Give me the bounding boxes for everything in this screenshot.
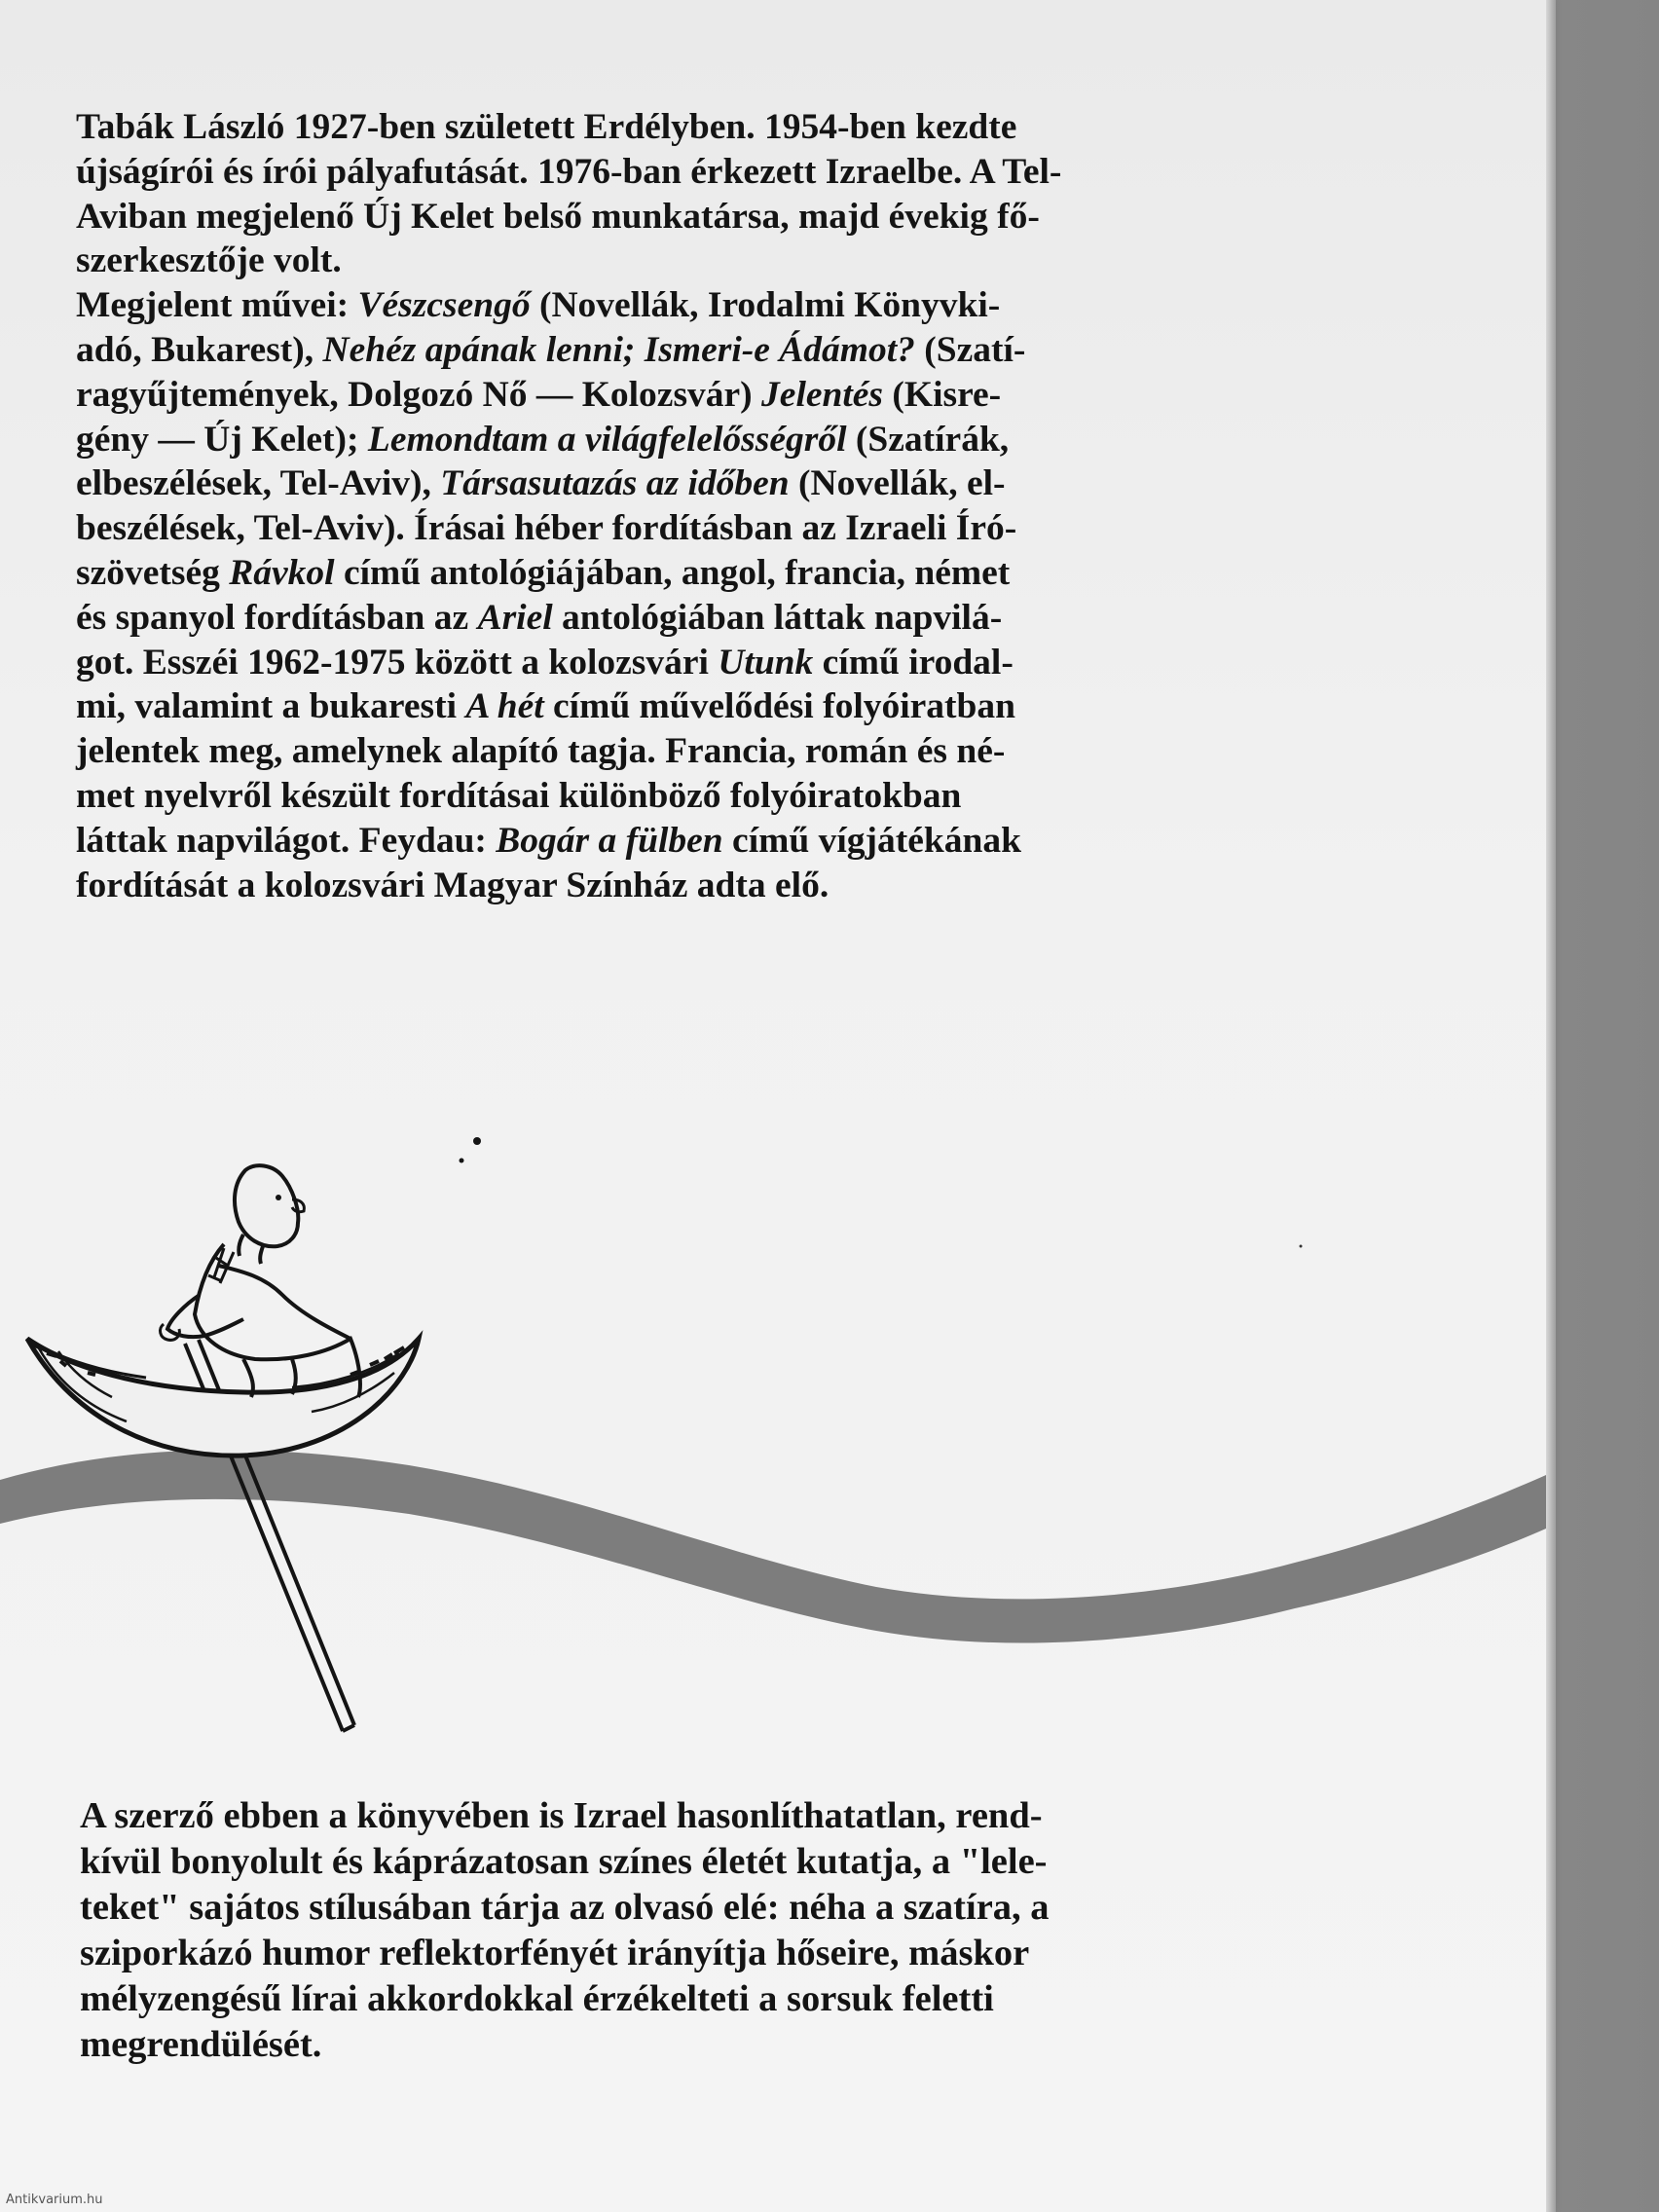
bio-text: mi, valamint a bukaresti bbox=[76, 686, 466, 727]
bio-line bbox=[76, 461, 1061, 506]
bio-text: című irodal- bbox=[813, 642, 1014, 682]
bio-text: láttak napvilágot. Feydau: bbox=[76, 820, 497, 861]
bio-line bbox=[76, 729, 1061, 774]
bio-line bbox=[76, 819, 1061, 864]
bio-text: Megjelent művei: bbox=[76, 285, 358, 326]
bio-text: című antológiájában, angol, francia, német bbox=[334, 552, 1011, 593]
bio-line bbox=[76, 506, 1061, 551]
blurb-line: A szerző ebben a könyvében is Izrael hasonlíthatatlan, rend- bbox=[80, 1795, 1043, 1836]
bio-text: met nyelvről készült fordításai különböző folyóiratokban bbox=[76, 775, 962, 816]
book-title: Jelentés bbox=[761, 374, 884, 415]
book-title: Bogár a fülben bbox=[496, 820, 723, 861]
bio-text: Aviban megjelenő Új Kelet belső munkatársa, majd évekig fő- bbox=[76, 196, 1040, 237]
book-blurb-paragraph bbox=[80, 1793, 1050, 2068]
bio-text: (Szatí- bbox=[914, 329, 1026, 370]
bio-text: szövetség bbox=[76, 552, 230, 593]
bio-line bbox=[76, 195, 1061, 240]
bio-text: gény — Új Kelet); bbox=[76, 419, 368, 460]
bio-text: című művelődési folyóiratban bbox=[543, 686, 1016, 727]
bio-text: újságírói és írói pályafutását. 1976-ban érkezett Izraelbe. A Tel- bbox=[76, 151, 1062, 192]
bio-text: got. Esszéi 1962-1975 között a kolozsvári bbox=[76, 642, 719, 682]
book-title: Rávkol bbox=[229, 552, 335, 593]
bio-text: jelentek meg, amelynek alapító tagja. Francia, román és né- bbox=[76, 731, 1006, 772]
bio-line bbox=[76, 239, 1061, 283]
bio-line bbox=[76, 283, 1061, 328]
bio-line bbox=[76, 596, 1061, 641]
blurb-line: mélyzengésű lírai akkordokkal érzékelteti a sorsuk feletti bbox=[80, 1978, 994, 2019]
rower-head bbox=[235, 1165, 298, 1246]
book-title: Társasutazás az időben bbox=[440, 463, 790, 504]
blurb-line: kívül bonyolult és káprázatosan színes életét kutatja, a "lele- bbox=[80, 1841, 1048, 1882]
bio-line bbox=[76, 551, 1061, 596]
book-title: Lemondtam a világfelelősségről bbox=[367, 419, 847, 460]
bio-text: (Novellák, Irodalmi Könyvki- bbox=[530, 285, 1001, 326]
bio-text: szerkesztője volt. bbox=[76, 240, 342, 281]
bio-text: fordítását a kolozsvári Magyar Színház adta elő. bbox=[76, 865, 830, 905]
bio-line bbox=[76, 418, 1061, 462]
bio-text: beszélések, Tel-Aviv). Írásai héber fordításban az Izraeli Író- bbox=[76, 508, 1017, 549]
book-title: Nehéz apának lenni; Ismeri-e Ádámot? bbox=[322, 329, 915, 370]
bio-text: ragyűjtemények, Dolgozó Nő — Kolozsvár) bbox=[76, 374, 762, 415]
bio-text: Tabák László 1927-ben született Erdélyben. 1954-ben kezdte bbox=[76, 107, 1017, 147]
bio-text: és spanyol fordításban az bbox=[76, 597, 478, 638]
author-bio-paragraph bbox=[76, 105, 1061, 907]
blurb-line: megrendülését. bbox=[80, 2024, 322, 2065]
bio-line bbox=[76, 150, 1061, 195]
blurb-line: sziporkázó humor reflektorfényét irányítja hőseire, máskor bbox=[80, 1933, 1030, 1973]
bio-line bbox=[76, 105, 1061, 150]
bio-text: (Novellák, el- bbox=[789, 463, 1006, 504]
bio-text: antológiában láttak napvilá- bbox=[552, 597, 1003, 638]
bio-line bbox=[76, 328, 1061, 373]
bio-line bbox=[76, 641, 1061, 685]
bio-line bbox=[76, 774, 1061, 819]
bio-text: (Szatírák, bbox=[846, 419, 1010, 460]
bio-text: (Kisre- bbox=[883, 374, 1002, 415]
bio-line bbox=[76, 684, 1061, 729]
book-title: Vészcsengő bbox=[357, 285, 531, 326]
book-title: Utunk bbox=[718, 642, 814, 682]
bio-line bbox=[76, 864, 1061, 908]
bio-line bbox=[76, 373, 1061, 418]
cover-edge bbox=[1546, 0, 1556, 2212]
rower-illustration bbox=[0, 1129, 1546, 1752]
wave-band bbox=[0, 1450, 1546, 1642]
watermark-text: Antikvarium.hu bbox=[6, 2193, 103, 2207]
bio-text: című vígjátékának bbox=[722, 820, 1021, 861]
bio-text: elbeszélések, Tel-Aviv), bbox=[76, 463, 441, 504]
blurb-line: teket" sajátos stílusában tárja az olvasó elé: néha a szatíra, a bbox=[80, 1887, 1050, 1928]
bio-text: adó, Bukarest), bbox=[76, 329, 323, 370]
book-title: A hét bbox=[465, 686, 544, 727]
book-title: Ariel bbox=[477, 597, 553, 638]
